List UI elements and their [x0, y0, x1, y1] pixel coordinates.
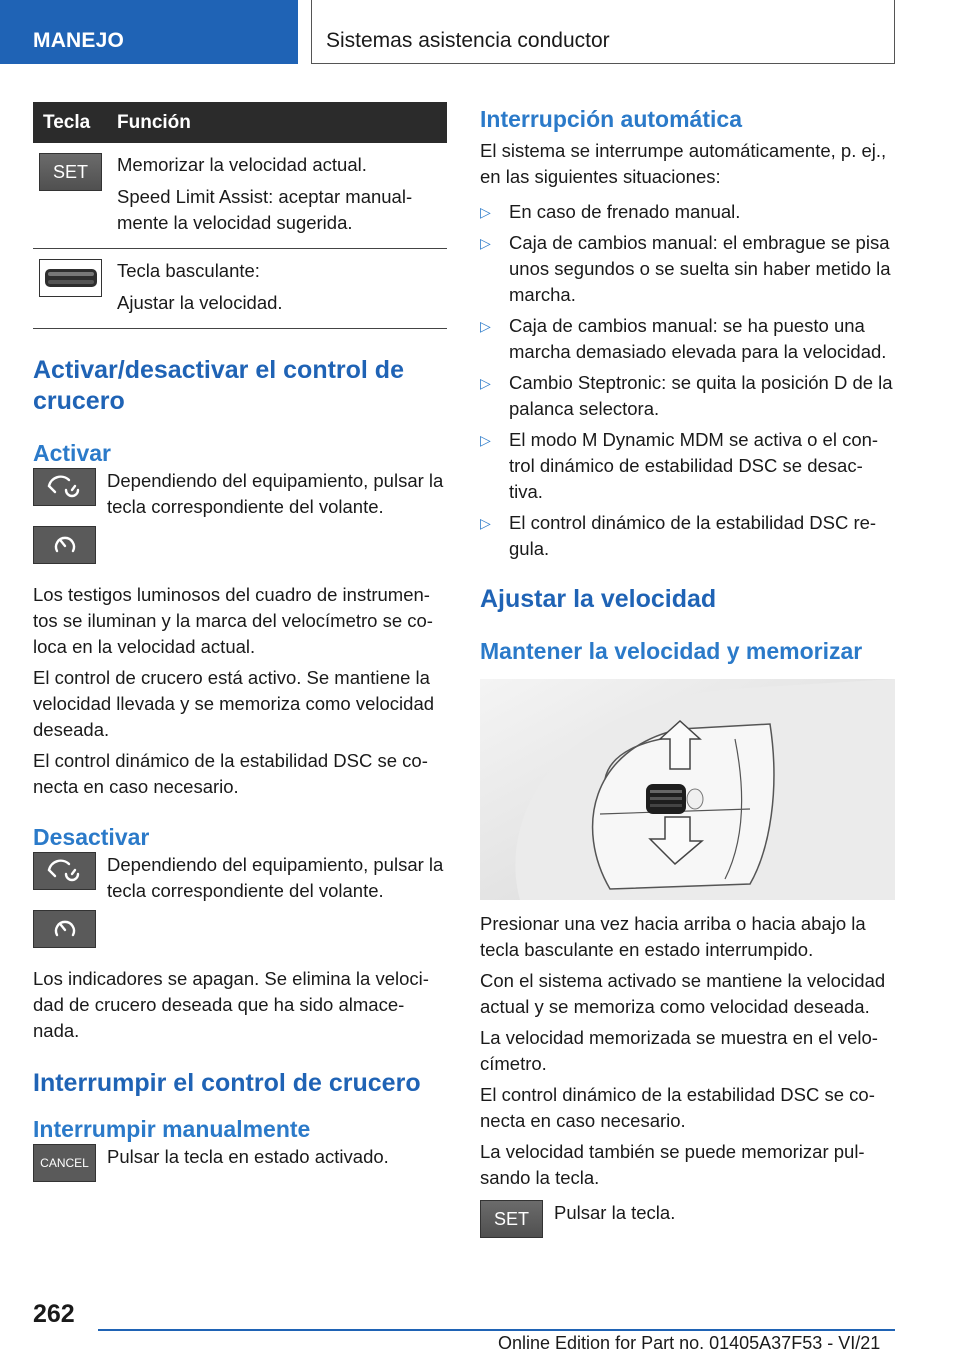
left-column — [33, 102, 449, 1202]
key-function-table — [33, 102, 447, 329]
interrupt-manual-block — [33, 1144, 449, 1202]
table-header-key: Tecla — [33, 102, 117, 143]
activate-title: Activar/desactivar el control de crucero — [33, 356, 404, 415]
list-item: ▷ El control dinámico de la estabilidad DSC re-gula. — [480, 510, 896, 562]
set-key-icon: SET — [480, 1200, 543, 1238]
activar-text: Dependiendo del equipamiento, pulsar la tecla correspondiente del volante. — [107, 470, 444, 517]
cruise-speed-icon — [33, 910, 96, 948]
cruise-speed-icon — [33, 526, 96, 564]
auto-interrupt-intro: El sistema se interrumpe automáticamente, p. ej., en las siguientes situaciones: — [480, 140, 887, 187]
rocker-switch-icon — [39, 259, 102, 297]
speed-title: Ajustar la velocidad — [480, 585, 717, 613]
table-row — [33, 249, 447, 329]
row1-line1: Memorizar la velocidad actual. — [117, 154, 367, 175]
desactivar-title: Desactivar — [33, 824, 150, 850]
list-item: ▷ En caso de frenado manual. — [480, 199, 896, 225]
header-section-label: MANEJO — [33, 29, 125, 52]
list-item: ▷ Caja de cambios manual: se ha puesto una marcha demasiado elevada para la velocidad. — [480, 313, 896, 365]
page-number: 262 — [33, 1300, 75, 1328]
speed-para-3: La velocidad memorizada se muestra en el velo-címetro. — [480, 1027, 878, 1074]
set-key-block — [480, 1200, 896, 1258]
table-row — [33, 143, 447, 249]
interrupt-manual-text: Pulsar la tecla en estado activado. — [107, 1146, 389, 1167]
steering-wheel-buttons-image — [480, 679, 895, 900]
desactivar-para: Los indicadores se apagan. Se elimina la veloci-dad de crucero deseada que ha sido almace-nada. — [33, 968, 429, 1041]
speed-para-5: La velocidad también se puede memorizar pul-sando la tecla. — [480, 1141, 865, 1188]
activar-block — [33, 468, 449, 584]
list-item: ▷ El modo M Dynamic MDM se activa o el con-trol dinámico de estabilidad DSC se desac-tiva. — [480, 427, 896, 505]
footer-divider — [98, 1329, 895, 1331]
right-column — [480, 102, 896, 1258]
row2-line1: Tecla basculante: — [117, 260, 260, 281]
cruise-control-icon — [33, 852, 96, 890]
list-item: ▷ Cambio Steptronic: se quita la posición D de la palanca selectora. — [480, 370, 896, 422]
activar-para-1: Los testigos luminosos del cuadro de instrumen-tos se iluminan y la marca del velocímetro se co-loca en la velocidad actual. — [33, 584, 433, 657]
set-key-icon: SET — [39, 153, 102, 191]
activar-para-2: El control de crucero está activo. Se mantiene la velocidad llevada y se memoriza como velocidad deseada. — [33, 667, 435, 740]
header-chapter-box — [311, 0, 895, 64]
desactivar-block — [33, 852, 449, 968]
header-chapter-label: Sistemas asistencia conductor — [326, 29, 610, 52]
desactivar-text: Dependiendo del equipamiento, pulsar la tecla correspondiente del volante. — [107, 854, 444, 901]
speed-para-1: Presionar una vez hacia arriba o hacia abajo la tecla basculante en estado interrumpido. — [480, 913, 866, 960]
set-key-text: Pulsar la tecla. — [554, 1202, 676, 1223]
row2-line2: Ajustar la velocidad. — [117, 292, 283, 313]
activar-title: Activar — [33, 440, 111, 466]
interrupt-title: Interrumpir el control de crucero — [33, 1069, 421, 1097]
auto-interrupt-title: Interrupción automática — [480, 106, 742, 132]
table-header-function: Función — [117, 102, 447, 143]
edition-text: Online Edition for Part no. 01405A37F53 - VI/21 — [498, 1333, 881, 1353]
cancel-key-icon: CANCEL — [33, 1144, 96, 1182]
header-section-tab — [0, 0, 298, 64]
row1-line2: Speed Limit Assist: aceptar manual-mente la velocidad sugerida. — [117, 186, 413, 233]
list-item: ▷ Caja de cambios manual: el embrague se pisa unos segundos o se suelta sin haber metido la marcha. — [480, 230, 896, 308]
speed-para-2: Con el sistema activado se mantiene la velocidad actual y se memoriza como velocidad deseada. — [480, 970, 886, 1017]
cruise-control-icon — [33, 468, 96, 506]
speed-para-4: El control dinámico de la estabilidad DSC se co-necta en caso necesario. — [480, 1084, 875, 1131]
speed-subtitle: Mantener la velocidad y memorizar — [480, 638, 863, 664]
auto-interrupt-list — [480, 199, 896, 562]
activar-para-3: El control dinámico de la estabilidad DSC se co-necta en caso necesario. — [33, 750, 428, 797]
interrupt-manual-title: Interrumpir manualmente — [33, 1116, 311, 1142]
